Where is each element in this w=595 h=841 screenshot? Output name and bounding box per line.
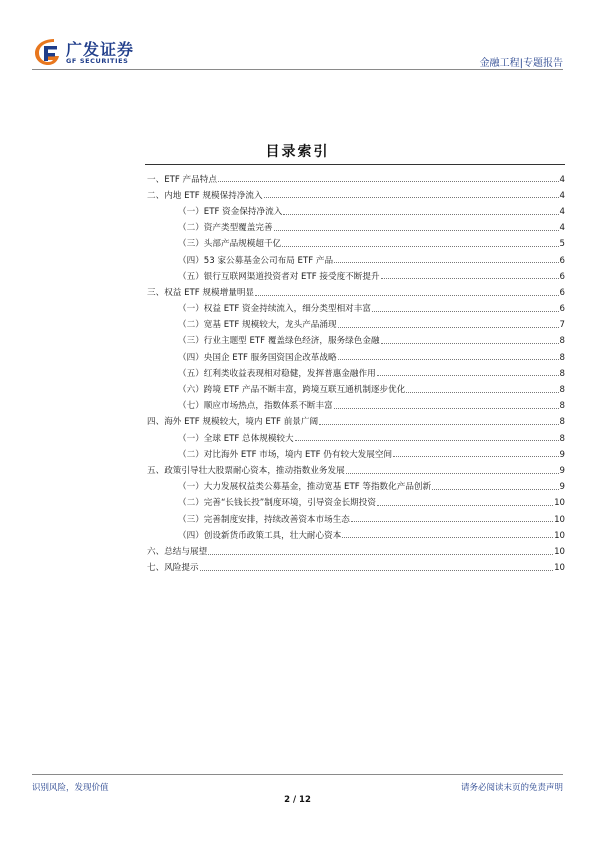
toc-dot-leader <box>377 505 553 506</box>
toc-entry-title: （一）权益 ETF 资金持续流入，细分类型相对丰富 <box>178 304 371 315</box>
toc-entry-title: （一）全球 ETF 总体规模较大 <box>178 433 294 444</box>
toc-entry-page: 9 <box>559 482 565 493</box>
toc-entry-page: 7 <box>559 320 565 331</box>
toc-dot-leader <box>338 359 559 360</box>
toc-entry-title: 四、海外 ETF 规模较大，境内 ETF 前景广阔 <box>147 417 319 428</box>
logo-chinese-name: 广发证券 <box>66 40 135 59</box>
toc-entry-page: 10 <box>554 498 565 509</box>
toc-entry-page: 8 <box>559 401 565 412</box>
toc-entry-page: 10 <box>554 514 565 525</box>
toc-entry-page: 8 <box>559 352 565 363</box>
toc-entry[interactable] <box>147 524 565 540</box>
toc-entry-page: 9 <box>559 449 565 460</box>
toc-dot-leader <box>381 278 559 279</box>
toc-entry-page: 10 <box>554 563 565 574</box>
toc-entry-title: （二）宽基 ETF 规模较大，龙头产品涌现 <box>178 320 337 331</box>
toc-dot-leader <box>255 295 559 296</box>
toc-entry-title: 五、政策引导壮大股票耐心资本，推动指数业务发展 <box>147 465 345 476</box>
toc-dot-leader <box>283 214 558 215</box>
toc-entry[interactable] <box>147 200 565 216</box>
toc-entry[interactable] <box>147 411 565 427</box>
toc-entry-page: 8 <box>559 385 565 396</box>
toc-dot-leader <box>372 311 559 312</box>
header-divider <box>32 69 563 70</box>
toc-dot-leader <box>282 246 558 247</box>
footer-disclaimer-note: 请务必阅读末页的免责声明 <box>460 783 563 793</box>
gf-logo-icon <box>32 36 62 68</box>
toc-dot-leader <box>346 473 559 474</box>
toc-entry-page: 4 <box>559 223 565 234</box>
toc-entry-title: 六、总结与展望 <box>147 546 208 557</box>
toc-entry-page: 6 <box>559 304 565 315</box>
toc-entry-page: 6 <box>559 287 565 298</box>
table-of-contents <box>147 168 565 573</box>
toc-entry-page: 10 <box>554 530 565 541</box>
toc-entry-page: 4 <box>559 190 565 201</box>
toc-entry-page: 6 <box>559 255 565 266</box>
toc-entry[interactable] <box>147 427 565 443</box>
toc-entry[interactable] <box>147 249 565 265</box>
report-section-label: 金融工程|专题报告 <box>479 58 563 69</box>
toc-entry[interactable] <box>147 476 565 492</box>
toc-dot-leader <box>319 424 558 425</box>
toc-dot-leader <box>208 554 553 555</box>
toc-entry[interactable] <box>147 184 565 200</box>
toc-entry-title: （四）53 家公募基金公司布局 ETF 产品 <box>178 255 334 266</box>
footer-slogan: 识别风险，发现价值 <box>32 783 109 793</box>
toc-entry[interactable] <box>147 508 565 524</box>
toc-entry-title: （四）央国企 ETF 服务国资国企改革战略 <box>178 352 337 363</box>
toc-entry-page: 4 <box>559 206 565 217</box>
toc-entry-page: 9 <box>559 465 565 476</box>
toc-dot-leader <box>406 392 558 393</box>
toc-entry[interactable] <box>147 314 565 330</box>
toc-entry[interactable] <box>147 492 565 508</box>
toc-entry-page: 10 <box>554 546 565 557</box>
toc-entry-page: 8 <box>559 336 565 347</box>
page-number: 2 / 12 <box>284 795 311 805</box>
toc-dot-leader <box>381 343 559 344</box>
toc-entry-page: 6 <box>559 271 565 282</box>
toc-entry-title: （四）创设新货币政策工具，壮大耐心资本 <box>178 530 342 541</box>
toc-entry-page: 4 <box>559 174 565 185</box>
toc-entry[interactable] <box>147 540 565 556</box>
toc-entry[interactable] <box>147 217 565 233</box>
toc-entry[interactable] <box>147 168 565 184</box>
toc-title: 目录索引 <box>265 144 330 160</box>
toc-entry-page: 5 <box>559 239 565 250</box>
toc-entry[interactable] <box>147 443 565 459</box>
toc-entry[interactable] <box>147 265 565 281</box>
toc-entry[interactable] <box>147 233 565 249</box>
page-header <box>32 32 563 72</box>
toc-dot-leader <box>342 537 553 538</box>
toc-entry-title: 三、权益 ETF 规模增量明显 <box>147 287 255 298</box>
toc-entry[interactable] <box>147 557 565 573</box>
toc-entry-title: （二）完善“长钱长投”制度环境，引导资金长期投资 <box>178 498 376 509</box>
toc-dot-leader <box>338 327 559 328</box>
toc-entry-title: （二）资产类型覆盖完善 <box>178 223 273 234</box>
toc-entry[interactable] <box>147 298 565 314</box>
toc-entry-title: 二、内地 ETF 规模保持净流入 <box>147 190 263 201</box>
toc-entry-title: （五）红利类收益表现相对稳健，发挥普惠金融作用 <box>178 368 376 379</box>
toc-dot-leader <box>377 375 559 376</box>
toc-entry-title: （三）头部产品规模超千亿 <box>178 239 282 250</box>
toc-entry-title: （六）跨境 ETF 产品不断丰富，跨境互联互通机制逐步优化 <box>178 385 406 396</box>
toc-entry-title: （三）完善制度安排，持续改善资本市场生态 <box>178 514 350 525</box>
toc-dot-leader <box>295 440 559 441</box>
toc-entry-title: （五）银行互联网渠道投资者对 ETF 接受度不断提升 <box>178 271 380 282</box>
toc-entry-page: 8 <box>559 433 565 444</box>
toc-dot-leader <box>200 570 553 571</box>
toc-entry-page: 8 <box>559 368 565 379</box>
toc-entry-title: （二）对比海外 ETF 市场，境内 ETF 仍有较大发展空间 <box>178 449 393 460</box>
toc-dot-leader <box>264 197 559 198</box>
company-logo <box>32 36 135 70</box>
footer-divider <box>32 774 563 775</box>
toc-entry-title: （七）顺应市场热点，指数体系不断丰富 <box>178 401 333 412</box>
toc-entry[interactable] <box>147 459 565 475</box>
toc-dot-leader <box>393 456 558 457</box>
toc-entry-title: （三）行业主题型 ETF 覆盖绿色经济，服务绿色金融 <box>178 336 380 347</box>
toc-entry[interactable] <box>147 362 565 378</box>
logo-english-name: GF SECURITIES <box>66 57 129 65</box>
toc-dot-leader <box>218 181 559 182</box>
toc-entry[interactable] <box>147 330 565 346</box>
toc-entry-title: 七、风险提示 <box>147 563 199 574</box>
toc-entry-page: 8 <box>559 417 565 428</box>
toc-entry-title: （一）ETF 资金保持净流入 <box>178 206 283 217</box>
toc-dot-leader <box>274 230 559 231</box>
toc-entry[interactable] <box>147 281 565 297</box>
toc-dot-leader <box>334 408 559 409</box>
toc-entry-title: 一、ETF 产品特点 <box>147 174 217 185</box>
toc-entry[interactable] <box>147 395 565 411</box>
toc-dot-leader <box>334 262 558 263</box>
toc-entry[interactable] <box>147 346 565 362</box>
toc-dot-leader <box>432 489 558 490</box>
toc-entry[interactable] <box>147 378 565 394</box>
toc-dot-leader <box>351 521 553 522</box>
toc-entry-title: （一）大力发展权益类公募基金，推动宽基 ETF 等指数化产品创新 <box>178 482 432 493</box>
toc-title-divider <box>145 164 565 165</box>
